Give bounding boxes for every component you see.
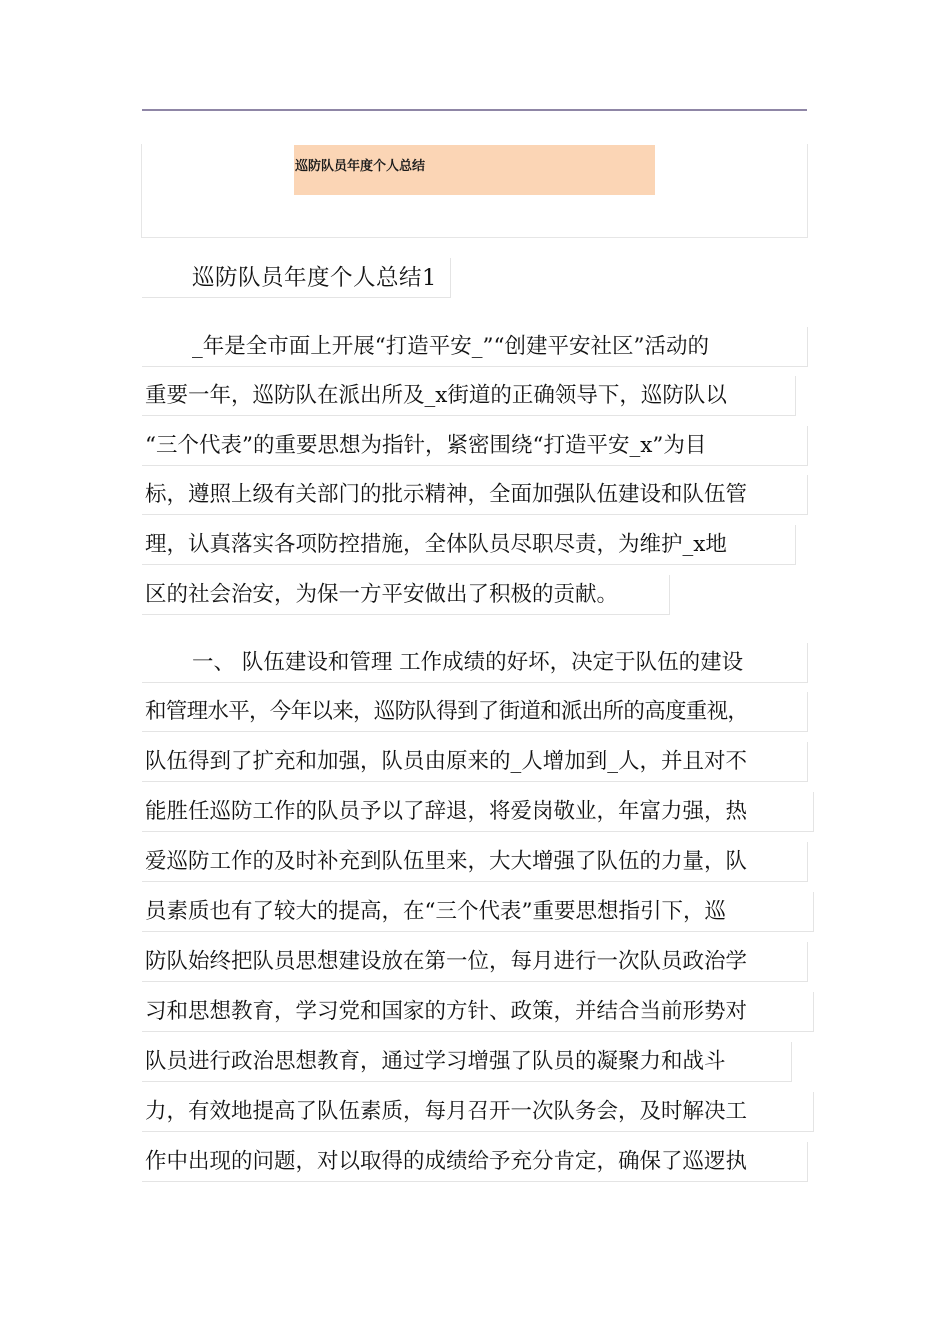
paragraph-line-text: 爱巡防工作的及时补充到队伍里来，大大增强了队伍的力量，队	[145, 849, 748, 874]
paragraph-line-text: 重要一年，巡防队在派出所及_x街道的正确领导下，巡防队以	[145, 383, 727, 408]
paragraph-line-text: 习和思想教育，学习党和国家的方针、政策，并结合当前形势对	[145, 999, 748, 1024]
paragraph-line	[142, 992, 814, 1032]
header-banner-title: 巡防队员年度个人总结	[295, 159, 426, 174]
paragraph-line	[142, 327, 808, 367]
paragraph-line	[142, 692, 808, 732]
paragraph-line-text: 队伍得到了扩充和加强，队员由原来的_人增加到_人，并且对不	[145, 749, 748, 774]
paragraph-line	[142, 376, 796, 416]
paragraph-line-text: 理，认真落实各项防控措施，全体队员尽职尽责，为维护_x地	[145, 532, 727, 557]
paragraph-line-text: 区的社会治安，为保一方平安做出了积极的贡献。	[145, 582, 619, 607]
paragraph-line	[142, 426, 808, 466]
paragraph-line-text: 标，遵照上级有关部门的批示精神，全面加强队伍建设和队伍管	[145, 482, 748, 507]
paragraph-line	[142, 942, 808, 982]
paragraph-line-text: 作中出现的问题，对以取得的成绩给予充分肯定，确保了巡逻执	[145, 1149, 748, 1174]
paragraph-line-text: 队员进行政治思想教育，通过学习增强了队员的凝聚力和战斗	[145, 1049, 726, 1074]
section-title-text: 巡防队员年度个人总结1	[192, 265, 437, 291]
paragraph-line-text: 力，有效地提高了队伍素质，每月召开一次队务会，及时解决工	[145, 1099, 748, 1124]
paragraph-line-text: “三个代表”的重要思想为指针，紧密围绕“打造平安_x”为目	[145, 433, 707, 458]
paragraph-line	[142, 1142, 808, 1182]
paragraph-line	[142, 575, 670, 615]
paragraph-line-text: 能胜任巡防工作的队员予以了辞退，将爱岗敬业，年富力强，热	[145, 799, 748, 824]
paragraph-line-text: _年是全市面上开展“打造平安_”“创建平安社区”活动的	[192, 334, 709, 359]
paragraph-line	[142, 475, 808, 515]
paragraph-line-text: 和管理水平，今年以来，巡防队得到了街道和派出所的高度重视，	[145, 699, 749, 724]
paragraph-line	[142, 525, 796, 565]
paragraph-line-text: 防队始终把队员思想建设放在第一位，每月进行一次队员政治学	[145, 949, 748, 974]
header-banner	[294, 145, 655, 195]
paragraph-line	[142, 842, 808, 882]
paragraph-line-text: 员素质也有了较大的提高，在“三个代表”重要思想指引下，巡	[145, 899, 726, 924]
paragraph-line	[142, 643, 808, 683]
paragraph-line	[142, 1042, 792, 1082]
paragraph-line	[142, 892, 814, 932]
paragraph-line-text: 一、 队伍建设和管理 工作成绩的好坏，决定于队伍的建设	[192, 650, 744, 675]
paragraph-line	[142, 742, 808, 782]
header-rule	[142, 109, 807, 111]
section-title	[142, 258, 451, 298]
paragraph-line	[142, 792, 814, 832]
paragraph-line	[142, 1092, 814, 1132]
